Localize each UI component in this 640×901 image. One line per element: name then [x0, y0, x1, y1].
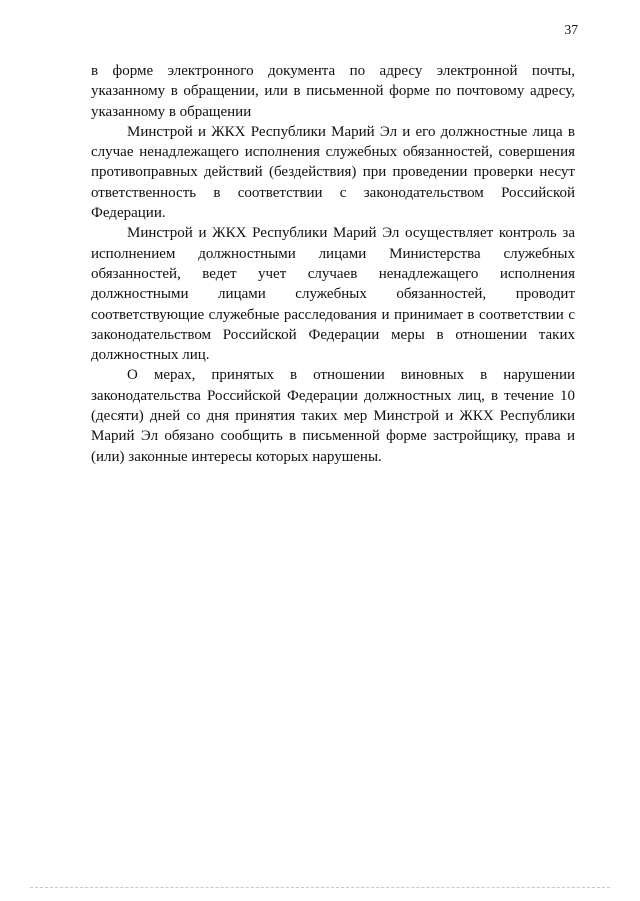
paragraph-2: Минстрой и ЖКХ Республики Марий Эл и его должностные лица в случае ненадлежащего исполнения служебных обязанностей, совершения противоправных действий (бездействия) при проведении проверки несут ответственность в соответствии с законодательством Российской Федерации.	[91, 123, 575, 222]
paragraph-1: в форме электронного документа по адресу электронной почты, указанному в обращении, или в письменной форме по почтовому адресу, указанному в обращении	[91, 63, 575, 120]
page-number: 37	[564, 22, 578, 37]
document-body	[91, 61, 575, 467]
paragraph-3: Минстрой и ЖКХ Республики Марий Эл осуществляет контроль за исполнением должностными лицами Министерства служебных обязанностей, ведет учет случаев ненадлежащего исполнения должностными лицами служебных обязанностей, проводит соответствующие служебные расследования и принимает в соответствии с законодательством Российской Федерации меры в отношении таких должностных лиц.	[91, 225, 575, 364]
paragraph-4: О мерах, принятых в отношении виновных в нарушении законодательства Российской Федерации должностных лиц, в течение 10 (десяти) дней со дня принятия таких мер Минстрой и ЖКХ Республики Марий Эл обязано сообщить в письменной форме застройщику, права и (или) законные интересы которых нарушены.	[91, 367, 575, 465]
scan-bottom-edge	[30, 887, 610, 888]
